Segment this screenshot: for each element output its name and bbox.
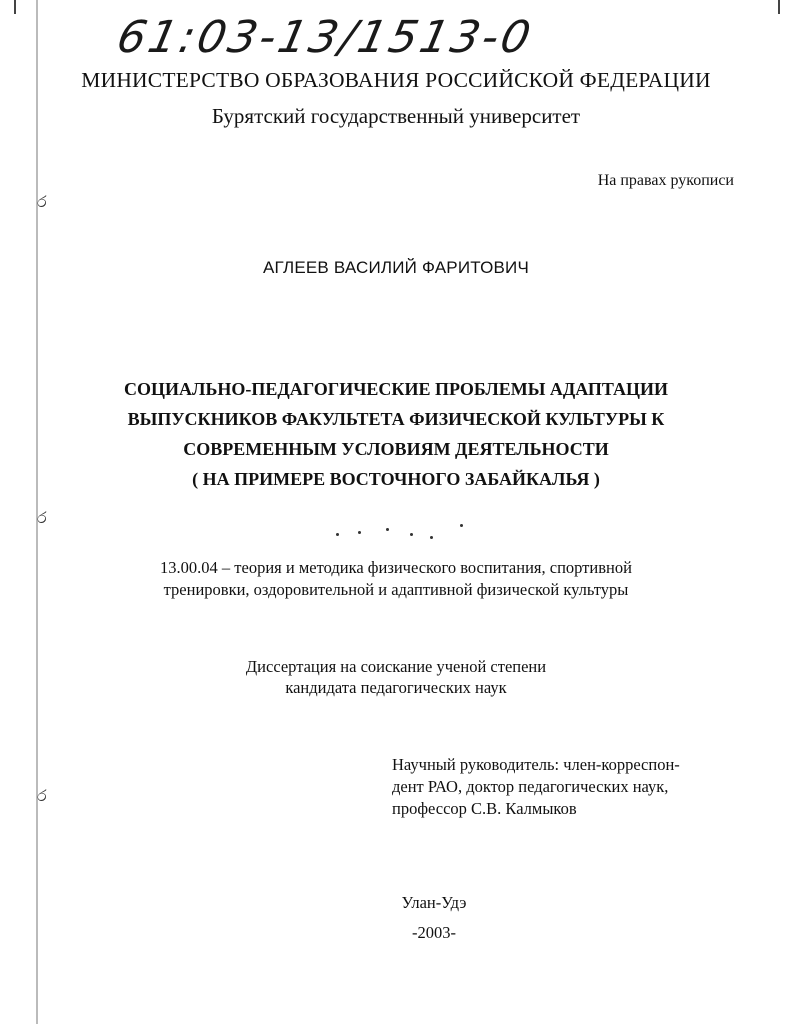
- city: Улан-Удэ: [401, 893, 467, 912]
- specialty-code: [0, 557, 792, 601]
- supervisor-line: Научный руководитель: член-корреспон-: [392, 755, 680, 774]
- title-line: СОВРЕМЕННЫМ УСЛОВИЯМ ДЕЯТЕЛЬНОСТИ: [183, 439, 609, 459]
- scan-speck: [358, 531, 361, 534]
- binding-hole-icon: ර: [37, 786, 47, 805]
- title-line: ( НА ПРИМЕРЕ ВОСТОЧНОГО ЗАБАЙКАЛЬЯ ): [192, 469, 600, 489]
- manuscript-rights-note: На правах рукописи: [597, 172, 734, 189]
- handwritten-catalog-code: 61:03-13/1513-0: [112, 12, 538, 63]
- scan-corner-mark: [778, 0, 780, 14]
- year: -2003-: [412, 923, 456, 942]
- scan-speck: [460, 524, 463, 527]
- scan-speck: [386, 528, 389, 531]
- scan-speck: [336, 533, 339, 536]
- scan-speck: [410, 533, 413, 536]
- title-line: ВЫПУСКНИКОВ ФАКУЛЬТЕТА ФИЗИЧЕСКОЙ КУЛЬТУРЫ К: [127, 409, 665, 429]
- dissertation-title: [0, 374, 792, 494]
- degree-line: Диссертация на соискание ученой степени: [245, 657, 547, 676]
- title-line: СОЦИАЛЬНО-ПЕДАГОГИЧЕСКИЕ ПРОБЛЕМЫ АДАПТАЦИИ: [124, 379, 668, 399]
- degree-line: кандидата педагогических наук: [285, 678, 507, 697]
- specialty-line: 13.00.04 – теория и методика физического воспитания, спортивной: [160, 558, 632, 577]
- scan-speck: [430, 536, 433, 539]
- specialty-line: тренировки, оздоровительной и адаптивной физической культуры: [163, 580, 629, 599]
- degree-statement: [0, 656, 792, 698]
- supervisor-line: профессор С.В. Калмыков: [392, 799, 577, 818]
- binding-hole-icon: ර: [37, 192, 47, 211]
- scan-corner-mark: [14, 0, 16, 14]
- author-name: АГЛЕЕВ ВАСИЛИЙ ФАРИТОВИЧ: [262, 258, 530, 277]
- supervisor-line: дент РАО, доктор педагогических наук,: [392, 777, 669, 796]
- scientific-supervisor: [392, 754, 735, 820]
- ministry-heading: МИНИСТЕРСТВО ОБРАЗОВАНИЯ РОССИЙСКОЙ ФЕДЕРАЦИИ: [81, 68, 711, 92]
- binding-hole-icon: ර: [37, 508, 47, 527]
- university-name: Бурятский государственный университет: [211, 104, 581, 128]
